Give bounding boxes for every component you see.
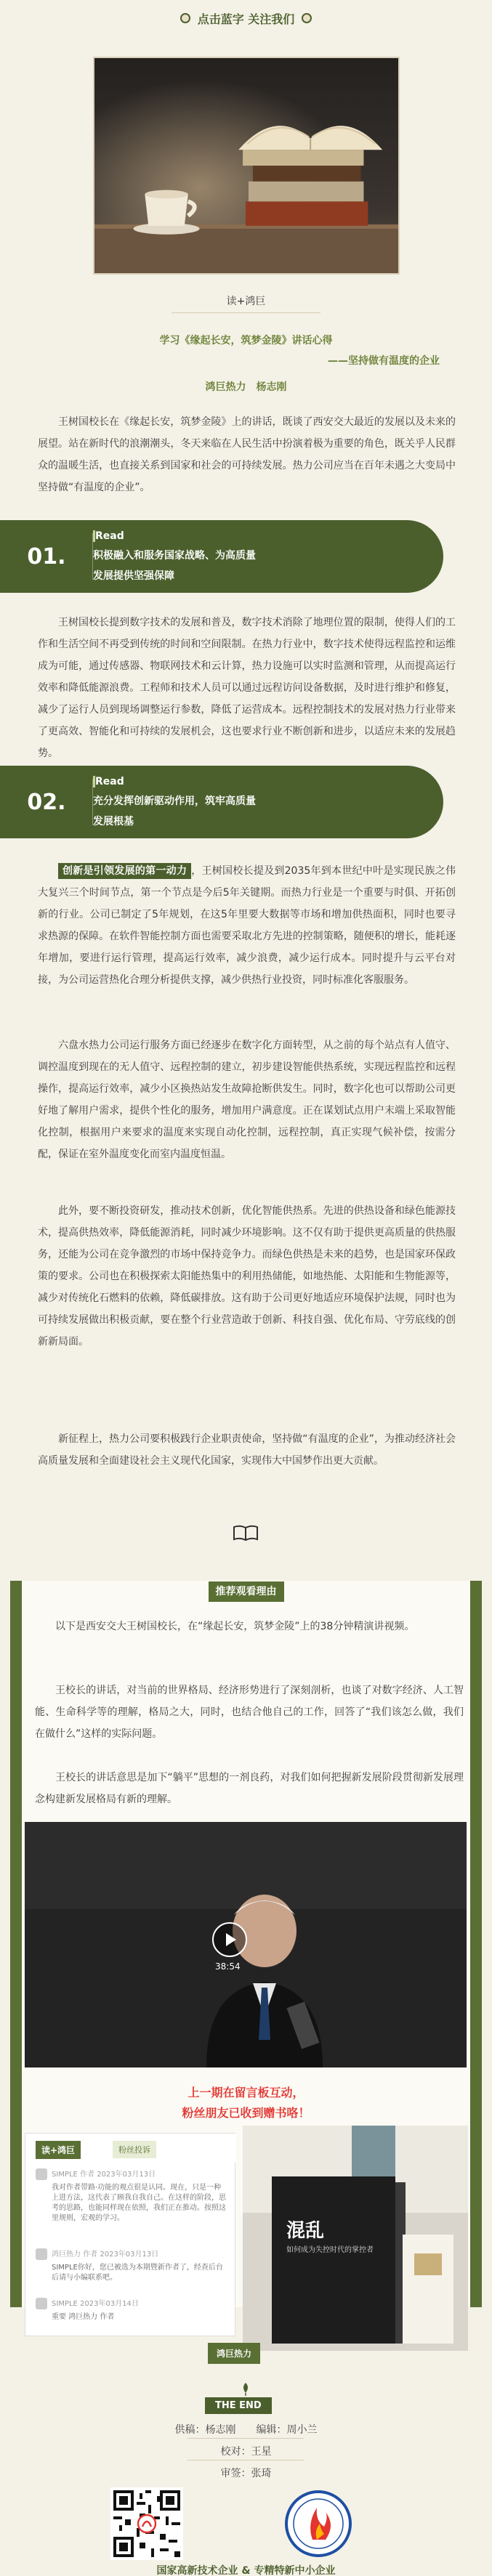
section-title-line2: 发展提供坚强保障 (93, 570, 174, 582)
message-line-2: 粉丝朋友已收到赠书咯！ (182, 2106, 310, 2120)
paragraph-intro: 王树国校长在《缘起长安，筑梦金陵》上的讲话，既谈了西安交大最近的发展以及未来的展望。站在新时代的浪潮潮头，冬天来临在人民生活中扮演着极为重要的角色，既关乎人民群众的温暖生活，也直接关系到国家和社会的可持续发展。热力公司应当在百年未遇之大变局中坚持做“有温度的企业”。 (38, 416, 456, 493)
recommend-paragraph-3: 王校长的讲话意思是加下“躺平”思想的一剂良药，对我们如何把握新发展阶段贯彻新发展理念构建新发展格局有新的理解。 (35, 1772, 464, 1805)
video-player[interactable] (25, 1822, 467, 2067)
article-tagline: ——坚持做有温度的企业 (328, 355, 440, 367)
message-line-1: 上一期在留言板互动， (187, 2086, 305, 2099)
circle-icon (180, 13, 190, 23)
play-button[interactable] (212, 1922, 247, 1957)
article-byline: 鸿巨热力 杨志刚 (205, 381, 287, 393)
footer-text: 国家高新技术企业 & 专精特新中小企业 (156, 2565, 336, 2576)
section-title-line2: 发展根基 (93, 816, 134, 827)
credits-approval: 审签：张琦 (220, 2468, 272, 2479)
avatar (36, 2248, 47, 2260)
comment-tab: 粉丝投诉 (113, 2141, 156, 2158)
paragraph-innovation-rest: ，王树国校长提及到2035年到本世纪中叶是实现民族之伟大复兴三个时间节点，第一个节点是今后5年关键期。而热力行业是一个重要与时俱、开拓创新的行业。公司已制定了5年规划，在这5年里要大数据等市场和增加供热面积，同时也要寻求热源的保障。在软件智能控制方面也需要采取北方先进的控制策略，随便积的增长，能耗逐年增加，要进行运行管理，提高运行效率，减少浪费，减少运行成本。同时提升与云平台对接，为公司运营热化合理分析提供支撑，减少供热行业投资，同时标准化客服服务。 (38, 865, 456, 986)
credits-provider: 供稿：杨志刚 编辑：周小兰 (174, 2424, 318, 2436)
qr-code[interactable] (110, 2487, 183, 2560)
article-subtitle: 学习《缘起长安，筑梦金陵》讲话心得 (159, 335, 333, 347)
comment-item: 鸿巨热力 作者 2023年03月13日 SIMPLE你好，您已被选为本期暨新作者了，经查后台后请与小编联系吧。 (36, 2248, 226, 2283)
brand-badge: 鸿巨热力 (208, 2343, 260, 2364)
paragraph-rnd: 此外，要不断投资研发，推动技术创新，优化智能供热系。先进的供热设备和绿色能源技术，提高供热效率，降低能源消耗，同时减少环境影响。这不仅有助于提供更高质量的供热服务，还能为公司在竞争激烈的市场中保持竞争力。而绿色供热是未来的趋势，也是国家环保政策的要求。公司也在积极探索太阳能热集中的利用热储能，如地热能、太阳能和生物能源等，减少对传统化石燃料的依赖，降低碳排放。这有助于公司更好地适应环境保护法规，同时也为可持续发展做出积极贡献，要在整个行业营造敢于创新、科技自强、优化布局、守劳底线的创新新局面。 (38, 1205, 456, 1348)
association-logo (283, 2489, 353, 2559)
divider (172, 312, 320, 313)
gift-book-photo (243, 2126, 468, 2351)
section-header-01 (0, 520, 443, 593)
section-number: 01. (0, 520, 93, 593)
paragraph-innovation (38, 860, 456, 991)
paragraph-digital: 王树国校长提到数字技术的发展和普及，数字技术消除了地理位置的限制，使得人们的工作和生活空间不再受到传统的时间和空间限制。在热力行业中，数字技术使得远程监控和运维成为可能，通过传感器、物联网技术和云计算，热力设施可以实时监测和管理，从而提高运行效率和降低能源浪费。工程师和技术人员可以通过远程访问设备数据，及时进行维护和修复，减少了运行人员到现场调整运行参数，降低了运营成本。远程控制技术的发展对热力行业带来了更高效、智能化和可持续的发展机会，这也要求行业不断创新和进步，以适应未来的发展趋势。 (38, 617, 456, 759)
follow-label: 点击蓝字 关注我们 (197, 12, 295, 26)
paragraph-service: 六盘水热力公司运行服务方面已经逐步在数字化方面转型，从之前的每个站点有人值守、调控温度到现在的无人值守、远程控制的建立，初步建设智能供热系统，实现远程监控和远程操作，提高运行效率，减少小区换热站发生故障抢断供发生。同时，数字化也可以帮助公司更好地了解用户需求，提供个性化的服务，增加用户满意度。正在谋划试点用户末端上采取智能化控制，根据用户来要求的温度来实现自动化控制，远程控制，真正实现气候补偿，按需分配，保证在室外温度变化而室内温度恒温。 (38, 1040, 456, 1160)
book-photo-graphic (243, 2126, 468, 2351)
hero-image (93, 57, 400, 275)
the-end-badge: THE END (205, 2397, 272, 2414)
play-icon (214, 1924, 246, 1956)
recommend-paragraph-2: 王校长的讲话，对当前的世界格局、经济形势进行了深刻剖析，也谈了对数字经济、人工智能、生命科学等的理解，格局之大，同时，也结合他自己的工作，回答了“我们该怎么做，我们在做什么”这样的实际问题。 (35, 1685, 464, 1740)
circle-icon (302, 13, 312, 23)
comment-screenshot (25, 2133, 235, 2336)
section-number: 02. (0, 766, 93, 838)
section-title-line1: 充分发挥创新驱动作用，筑牢高质量 (93, 795, 256, 807)
qr-code-icon (110, 2487, 183, 2560)
author-line: 读+鸿巨 (226, 296, 266, 307)
follow-bar[interactable] (0, 0, 492, 36)
avatar (36, 2168, 47, 2180)
recommend-paragraph-1: 以下是西安交大王树国校长，在“缘起长安，筑梦金陵”上的38分钟精演讲视频。 (55, 1621, 415, 1632)
book-title: 混乱 (286, 2220, 325, 2242)
section-tag: Read (93, 776, 442, 787)
recommend-title: 推荐观看理由 (10, 1584, 482, 1598)
video-duration: 38:54 (215, 1961, 241, 1972)
open-book-icon (233, 1524, 259, 1542)
section-header-02 (0, 766, 443, 838)
credits-review: 校对：王星 (220, 2446, 272, 2458)
section-tag: Read (93, 530, 442, 542)
comment-item: SIMPLE 作者 2023年03月13日 我对作者带路·功能的观点很是认同。现在，只是一种上进方法，这代表了顾我自我自己。在这样的阶段，思考的思路，也能同样现在依照，我们正在推动。按照这里规则，宏观的学习。 (36, 2168, 226, 2224)
leaf-icon (241, 2383, 250, 2396)
highlight-lead: 创新是引领发展的第一动力 (58, 863, 191, 879)
books-coffee-photo (94, 58, 398, 273)
divider (187, 2438, 304, 2439)
paragraph-conclusion: 新征程上，热力公司要积极践行企业职责使命，坚持做“有温度的企业”，为推动经济社会高质量发展和全面建设社会主义现代化国家，实现伟大中国梦作出更大贡献。 (38, 1433, 456, 1467)
avatar (36, 2298, 47, 2309)
book-subtitle: 如何成为失控时代的掌控者 (286, 2246, 374, 2254)
comment-badge: 读+鸿巨 (36, 2141, 81, 2159)
section-title-line1: 积极融入和服务国家战略、为高质量 (93, 550, 256, 562)
comment-item: SIMPLE 2023年03月14日 重要 鸿巨热力 作者 (36, 2298, 226, 2322)
